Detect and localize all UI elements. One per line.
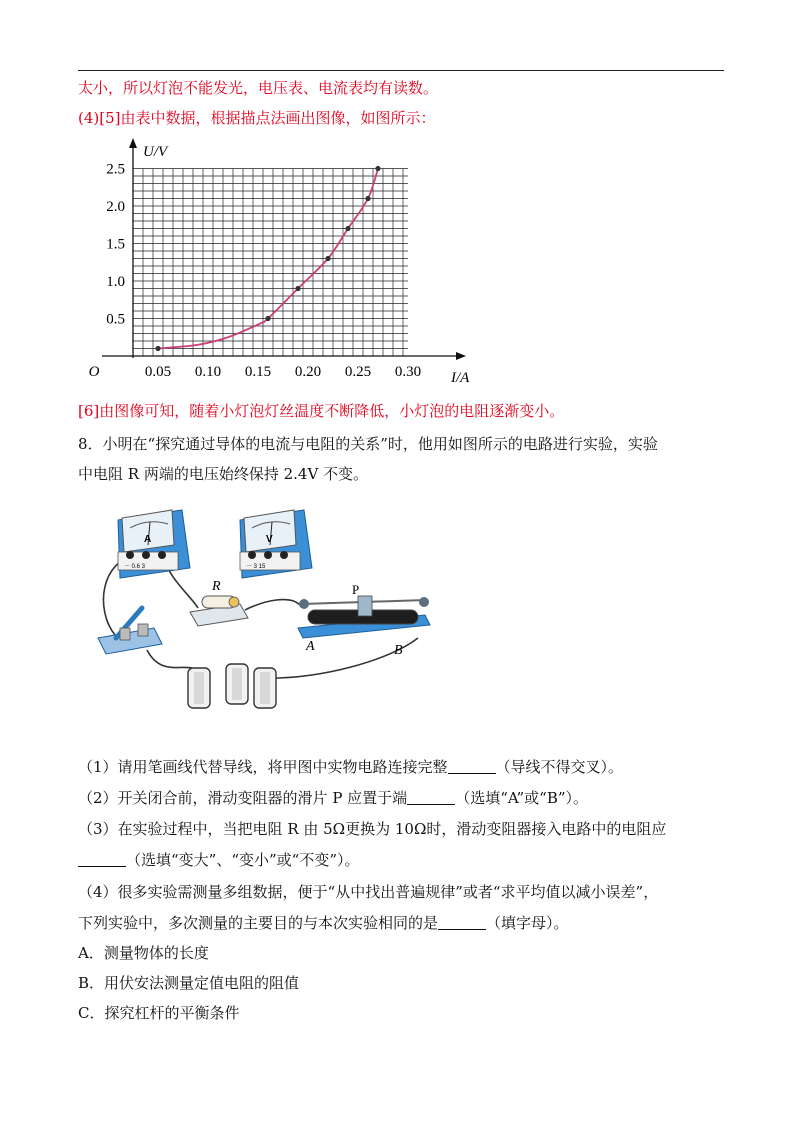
y-tick-label: 1.5	[106, 236, 125, 253]
x-tick-label: 0.25	[344, 364, 372, 380]
q2-text-end: （选填“A”或“B”）。	[455, 789, 589, 807]
ammeter-terminal-3	[158, 551, 166, 559]
header-rule	[78, 70, 724, 71]
origin-label: O	[88, 364, 100, 380]
voltmeter-dial	[244, 510, 296, 552]
switch-post-left	[120, 628, 130, 640]
data-point	[365, 196, 370, 201]
option-b: B．用伏安法测量定值电阻的阻值	[78, 974, 300, 992]
y-axis-arrow	[129, 138, 137, 148]
x-tick-label: 0.20	[294, 364, 322, 380]
q4-text: 下列实验中，多次测量的主要目的与本次实验相同的是	[78, 914, 439, 932]
x-tick-label: 0.05	[144, 364, 172, 380]
ammeter-dial	[122, 510, 174, 552]
q2-blank	[407, 790, 455, 805]
data-point	[265, 316, 270, 321]
resistor-cap	[229, 597, 239, 607]
wire-resistor-rheostat	[245, 600, 300, 610]
option-a: A．测量物体的长度	[78, 944, 209, 962]
end-b-label: B	[394, 643, 403, 658]
subquestion-3-line1: （3）在实验过程中，当把电阻 R 由 5Ω更换为 10Ω时，滑动变阻器接入电路中的电阻应	[78, 820, 667, 838]
x-tick-label: 0.10	[194, 364, 222, 380]
q1-blank	[448, 759, 496, 774]
ammeter-terminal-labels: － 0.6 3	[124, 564, 146, 570]
ammeter-symbol: A	[144, 534, 152, 545]
q1-text: （1）请用笔画线代替导线，将甲图中实物电路连接完整	[78, 758, 448, 776]
ammeter-terminal-neg	[126, 551, 134, 559]
wire-switch-battery	[147, 650, 192, 668]
answer-text-line1: 太小，所以灯泡不能发光，电压表、电流表均有读数。	[78, 79, 439, 97]
ammeter	[118, 510, 190, 578]
rheostat-end-a	[299, 599, 309, 609]
subquestion-2	[78, 788, 588, 808]
subquestion-4-line1: （4）很多实验需测量多组数据，便于“从中找出普遍规律”或者“求平均值以减小误差”，	[78, 883, 659, 901]
data-point	[345, 226, 350, 231]
end-a-label: A	[306, 639, 315, 654]
rheostat-slider	[358, 596, 372, 616]
voltmeter-symbol: V	[266, 534, 273, 545]
subquestion-3-line2	[78, 850, 360, 870]
voltmeter	[240, 510, 312, 578]
y-axis-label: U/V	[143, 144, 168, 160]
graph-conclusion: [6]由图像可知，随着小灯泡灯丝温度不断降低，小灯泡的电阻逐渐变小。	[78, 402, 565, 420]
y-tick-label: 2.0	[106, 199, 125, 215]
x-tick-label: 0.30	[394, 364, 422, 380]
rheostat-end-b	[419, 597, 429, 607]
subquestion-1	[78, 757, 623, 777]
q4-text-end: （填字母）。	[486, 914, 569, 932]
question8-line1: 8．小明在“探究通过导体的电流与电阻的关系”时，他用如图所示的电路进行实验，实验	[78, 435, 658, 453]
battery-2-inner	[232, 668, 242, 700]
q1-text-end: （导线不得交叉）。	[495, 758, 624, 776]
question8-line2: 中电阻 R 两端的电压始终保持 2.4V 不变。	[78, 465, 369, 483]
voltmeter-terminal-15	[280, 551, 288, 559]
y-tick-label: 0.5	[106, 311, 125, 328]
rheostat	[298, 582, 430, 658]
voltmeter-terminal-labels: － 3 15	[246, 564, 266, 570]
q3-blank	[78, 852, 126, 867]
y-tick-label: 1.0	[106, 274, 125, 290]
ammeter-terminal-06	[142, 551, 150, 559]
x-axis-arrow	[456, 352, 466, 360]
data-point	[325, 256, 330, 261]
data-point	[155, 346, 160, 351]
voltmeter-terminal-neg	[248, 551, 256, 559]
data-point	[295, 286, 300, 291]
resistor	[190, 579, 248, 626]
answer-text-line2: (4)[5]由表中数据，根据描点法画出图像，如图所示：	[78, 109, 436, 127]
u-i-graph	[78, 136, 478, 392]
x-axis-label: I/A	[451, 370, 470, 386]
battery-1-inner	[194, 672, 204, 704]
slider-label: P	[352, 582, 360, 597]
option-c: C．探究杠杆的平衡条件	[78, 1004, 240, 1022]
battery-pack	[188, 664, 276, 708]
switch	[98, 608, 162, 654]
y-tick-label: 2.5	[106, 161, 125, 178]
battery-3-inner	[260, 672, 270, 704]
q4-blank	[438, 915, 486, 930]
switch-post-right	[138, 624, 148, 636]
data-point	[375, 166, 380, 171]
q2-text: （2）开关闭合前，滑动变阻器的滑片 P 应置于端	[78, 789, 408, 807]
circuit-figure	[90, 500, 450, 725]
voltmeter-terminal-3	[264, 551, 272, 559]
subquestion-4-line2	[78, 913, 569, 933]
q3-text-end: （选填“变大”、“变小”或“不变”）。	[126, 851, 360, 869]
x-tick-label: 0.15	[244, 364, 272, 380]
resistor-label: R	[212, 579, 221, 594]
